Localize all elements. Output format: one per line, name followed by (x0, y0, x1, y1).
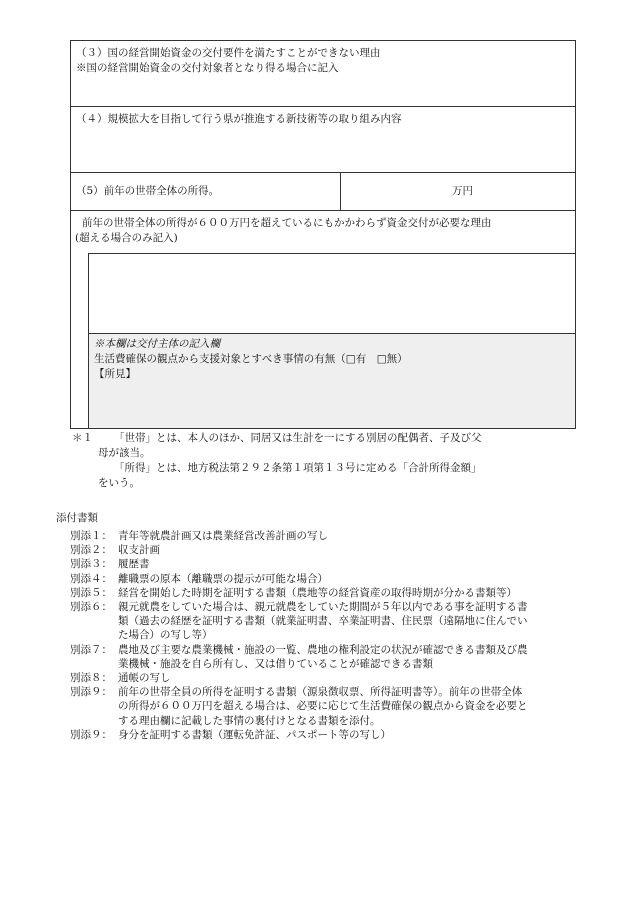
footnote-line: 「世帯」とは、本人のほか、同居又は生計を一にする別居の配偶者、子及び父 (114, 432, 482, 444)
divider (70, 172, 576, 173)
attachment-label: 別添７： (70, 643, 112, 656)
attachment-label: 別添１： (70, 530, 112, 542)
attachments-heading: 添付書類 (56, 512, 98, 524)
sec3-note: ※国の経営開始資金の交付対象者となり得る場合に記入 (76, 62, 339, 74)
official-question: 生活費確保の観点から支援対象とすべき事情の有無（□有 □無） (94, 353, 408, 365)
attachment-label: 別添５： (70, 586, 112, 599)
over-note: (超える場合のみ記入) (75, 232, 178, 244)
attachment-text: 類（過去の経歴を証明する書類（就業証明書、卒業証明書、住民票（遠隔地に住んでい (118, 615, 528, 628)
footnote-line: 母が該当。 (98, 447, 151, 459)
attachment-text: 履歴書 (118, 558, 150, 571)
attachment-text: 収支計画 (118, 544, 160, 557)
attachment-text: 身分を証明する書類（運転免許証、パスポート等の写し） (118, 728, 391, 741)
attachment-label: 別添９： (70, 728, 112, 741)
attachment-text: 親元就農をしていた場合は、親元就農をしていた期間が５年以内である事を証明する書 (118, 601, 528, 613)
attachment-label: 別添３： (70, 558, 112, 571)
attachment-text: 離職票の原本（離職票の提示が可能な場合） (118, 572, 328, 585)
reason-textarea[interactable] (88, 253, 576, 334)
attachment-text: 前年の世帯全員の所得を証明する書類（源泉徴収票、所得証明書等）。前年の世帯全体 (118, 686, 523, 699)
attachment-text: 農地及び主要な農業機械・施設の一覧、農地の権利設定の状況が確認できる書類及び農 (118, 643, 528, 656)
attachment-label: 別添９： (70, 686, 112, 699)
attachment-label: 別添２： (70, 544, 112, 557)
attachment-label: 別添４： (70, 572, 112, 585)
attachment-text: 通帳の写し (118, 672, 171, 684)
divider (70, 106, 576, 107)
income-input[interactable]: 万円 (452, 185, 473, 197)
sec3-title: （３）国の経営開始資金の交付要件を満たすことができない理由 (76, 47, 381, 59)
attachment-text: の所得が６００万円を超える場合は、必要に応じて生活費確保の観点から資金を必要と (118, 700, 528, 713)
attachment-text: する理由欄に記載した事情の裏付けとなる書類を添付。 (118, 714, 381, 727)
attachment-label: 別添８： (70, 672, 112, 684)
vertical-divider (340, 172, 341, 210)
divider (70, 210, 576, 211)
attachment-text: 青年等就農計画又は農業経営改善計画の写し (118, 530, 328, 542)
attachment-text: 業機械・施設を自ら所有し、又は借りていることが確認できる書類 (118, 657, 433, 670)
sec5-title: （5）前年の世帯全体の所得。 (76, 185, 220, 197)
attachment-text: 経営を開始した時期を証明する書類（農地等の経営資産の取得時期が分かる書類等） (118, 586, 517, 599)
official-opinion: 【所見】 (94, 368, 136, 380)
footnote-line: をいう。 (98, 477, 140, 489)
footnote-mark: ＊１ (72, 432, 93, 444)
attachment-text: た場合）の写し等） (118, 629, 213, 642)
attachment-label: 別添６： (70, 601, 112, 613)
official-title: ※本欄は交付主体の記入欄 (94, 338, 220, 350)
over-title: 前年の世帯全体の所得が６００万円を超えているにもかかわらず資金交付が必要な理由 (82, 217, 492, 229)
footnote-line: 「所得」とは、地方税法第２９２条第１項第１３号に定める「合計所得金額」 (114, 462, 482, 474)
sec4-title: （４）規模拡大を目指して行う県が推進する新技術等の取り組み内容 (76, 113, 402, 125)
